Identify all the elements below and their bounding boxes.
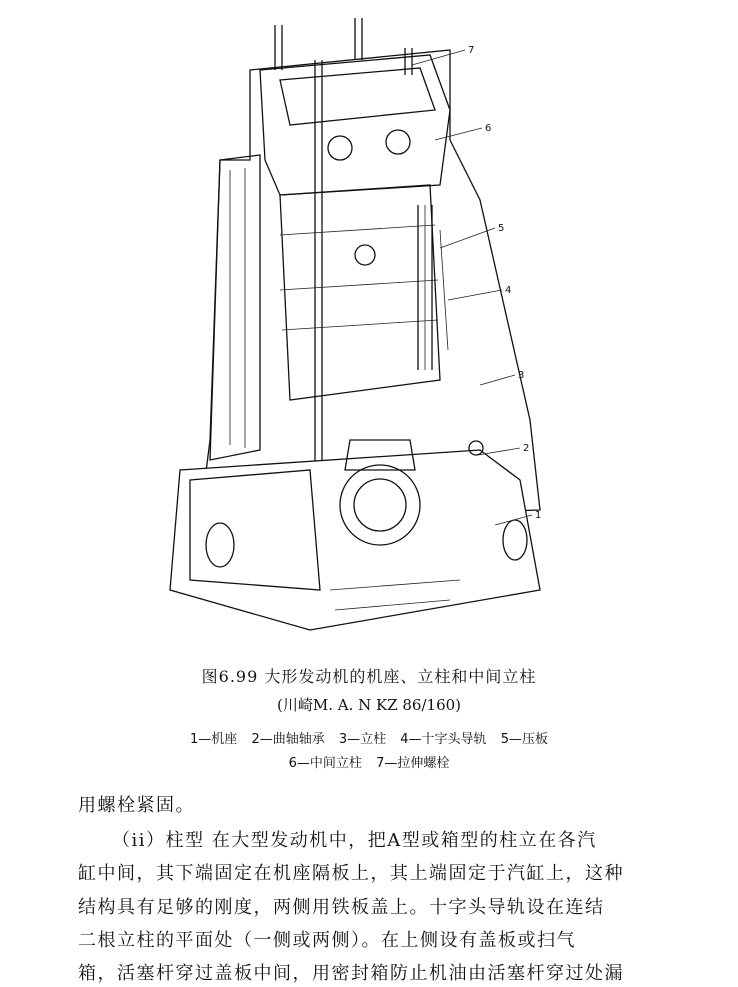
figure-legend-line-1 (0, 728, 738, 747)
body-text-line: 用螺栓紧固。 (78, 795, 195, 816)
figure-legend-line-2 (0, 752, 738, 771)
figure-caption: 图6.99 大形发动机的机座、立柱和中间立柱 (201, 667, 537, 686)
body-text-line: 箱，活塞杆穿过盖板中间，用密封箱防止机油由活塞杆穿过处漏 (78, 963, 624, 984)
legend-item: 6—中间立柱 (288, 756, 362, 771)
legend-item: 5—压板 (500, 732, 548, 747)
legend-item: 3—立柱 (338, 732, 387, 747)
callout-1: 1 (535, 510, 542, 521)
legend-item: 7—拉伸螺栓 (376, 756, 450, 771)
legend-item: 4—十字头导轨 (400, 732, 487, 747)
legend-item: 1—机座 (190, 732, 238, 747)
body-text-line: 结构具有足够的刚度，两侧用铁板盖上。十字头导轨设在连结 (78, 897, 605, 918)
legend-item: 2—曲轴轴承 (251, 732, 325, 747)
body-text-line: 二根立柱的平面处（一侧或两侧）。在上侧设有盖板或扫气 (78, 930, 576, 951)
callout-7: 7 (468, 45, 475, 56)
callout-3: 3 (518, 370, 525, 381)
engine-frame-figure (150, 0, 590, 655)
callout-4: 4 (505, 285, 512, 296)
engine-frame-drawing (150, 0, 590, 655)
body-text-line: 缸中间，其下端固定在机座隔板上，其上端固定于汽缸上，这种 (78, 863, 624, 884)
body-text-line: （ii）柱型 在大型发动机中，把A型或箱型的柱立在各汽 (112, 830, 597, 851)
bedplate (170, 440, 540, 630)
callout-6: 6 (485, 123, 492, 134)
figure-source: (川崎M. A. N KZ 86/160) (276, 696, 462, 714)
callout-2: 2 (523, 443, 530, 454)
callout-5: 5 (498, 223, 505, 234)
